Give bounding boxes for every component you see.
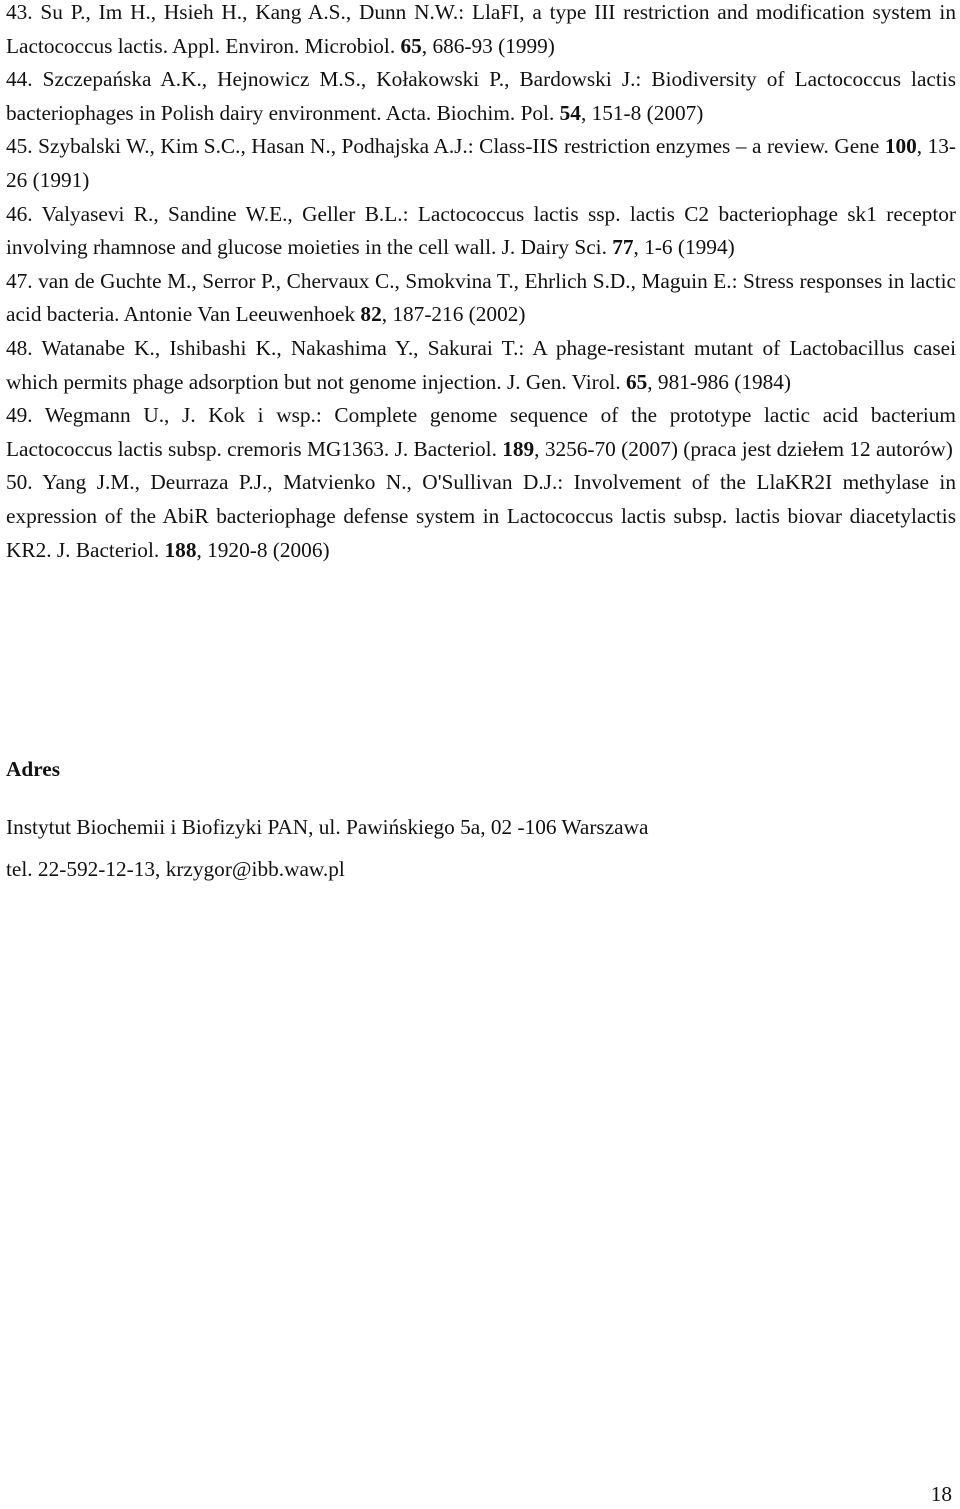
- reference-volume: 188: [164, 537, 197, 562]
- institution-address: Instytut Biochemii i Biofizyki PAN, ul. Pawińskiego 5a, 02 -106 Warszawa: [6, 815, 649, 839]
- reference-volume: 54: [559, 100, 581, 125]
- reference-pages: , 13-26 (1991): [6, 134, 956, 192]
- reference-pages: , 3256-70 (2007) (praca jest dziełem 12 autorów): [534, 436, 953, 461]
- address-heading: Adres: [6, 757, 61, 781]
- reference-item: [6, 265, 956, 332]
- reference-volume: 100: [884, 134, 917, 159]
- reference-pages: , 151-8 (2007): [580, 100, 704, 125]
- reference-pages: , 1-6 (1994): [633, 235, 735, 260]
- reference-text: 45. Szybalski W., Kim S.C., Hasan N., Podhajska A.J.: Class-IIS restriction enzymes – a review. Gene: [6, 134, 885, 159]
- reference-pages: , 187-216 (2002): [381, 302, 526, 327]
- page-number: 18: [930, 1482, 952, 1506]
- reference-text: 50. Yang J.M., Deurraza P.J., Matvienko N., O'Sullivan D.J.: Involvement of the LlaKR2I methylase in expression of the AbiR bacteriophage defense system in Lactococcus lactis subsp. lactis biovar diacetylactis KR2. J. Bacteriol.: [6, 470, 956, 562]
- reference-pages: , 1920-8 (2006): [196, 537, 330, 562]
- reference-item: [6, 198, 956, 265]
- reference-volume: 65: [400, 33, 422, 58]
- reference-volume: 65: [625, 369, 648, 394]
- contact-info: tel. 22-592-12-13, krzygor@ibb.waw.pl: [6, 857, 345, 881]
- reference-text: 48. Watanabe K., Ishibashi K., Nakashima Y., Sakurai T.: A phage-resistant mutant of Lactobacillus casei which permits phage adsorption but not genome injection. J. Gen. Virol.: [6, 335, 956, 394]
- reference-list: [6, 0, 956, 567]
- reference-item: [6, 332, 956, 399]
- reference-text: 44. Szczepańska A.K., Hejnowicz M.S., Kołakowski P., Bardowski J.: Biodiversity of Lactococcus lactis bacteriophages in Polish dairy environment. Acta. Biochim. Pol.: [6, 67, 956, 125]
- reference-text: 47. van de Guchte M., Serror P., Chervaux C., Smokvina T., Ehrlich S.D., Maguin E.: Stress responses in lactic acid bacteria. Antonie Van Leeuwenhoek: [6, 268, 956, 327]
- reference-item: [6, 0, 956, 63]
- reference-text: 43. Su P., Im H., Hsieh H., Kang A.S., Dunn N.W.: LlaFI, a type III restriction and modification system in Lactococcus lactis. Appl. Environ. Microbiol.: [6, 0, 956, 58]
- reference-text: 46. Valyasevi R., Sandine W.E., Geller B.L.: Lactococcus lactis ssp. lactis C2 bacteriophage sk1 receptor involving rhamnose and glucose moieties in the cell wall. J. Dairy Sci.: [6, 201, 956, 260]
- reference-item: [6, 399, 956, 466]
- reference-item: [6, 130, 956, 197]
- reference-pages: , 981-986 (1984): [647, 369, 792, 394]
- reference-item: [6, 63, 956, 130]
- reference-pages: , 686-93 (1999): [421, 33, 555, 58]
- reference-item: [6, 466, 956, 567]
- reference-text: 49. Wegmann U., J. Kok i wsp.: Complete genome sequence of the prototype lactic acid bacterium Lactococcus lactis subsp. cremoris MG1363. J. Bacteriol.: [6, 403, 956, 461]
- reference-volume: 82: [360, 302, 382, 327]
- reference-volume: 77: [612, 235, 634, 260]
- reference-volume: 189: [502, 436, 535, 461]
